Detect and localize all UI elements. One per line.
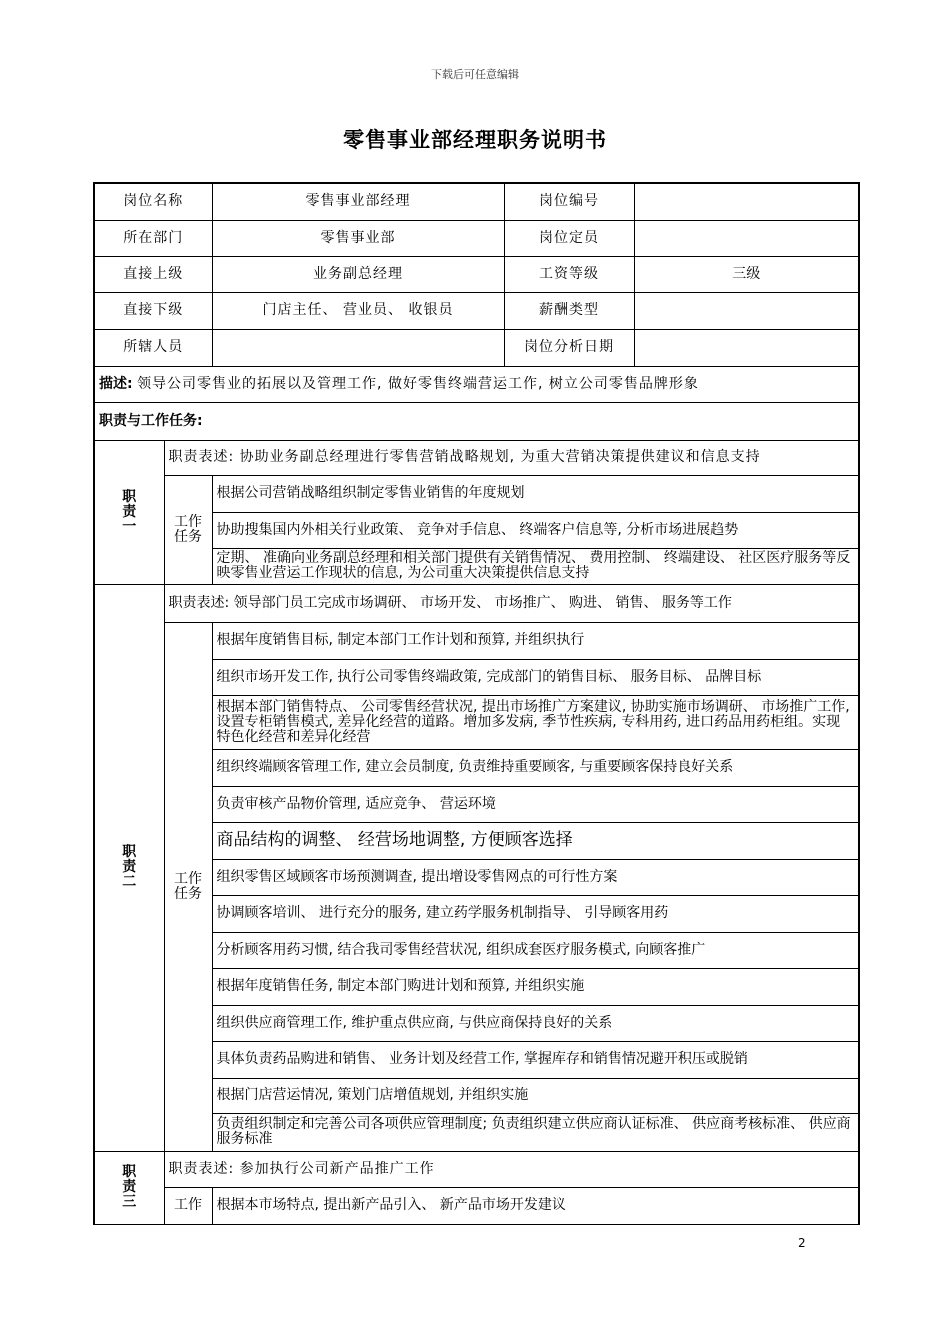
description-row [94, 366, 859, 402]
subordinate-value: 门店主任、 营业员、 收银员 [212, 292, 504, 329]
post-name-value: 零售事业部经理 [212, 183, 504, 220]
salary-type-label: 薪酬类型 [504, 292, 634, 329]
salary-type-value [634, 292, 859, 329]
duty1-task: 定期、 准确向业务副总经理和相关部门提供有关销售情况、 费用控制、 终端建设、 社区医疗服务等反映零售业营运工作现状的信息, 为公司重大决策提供信息支持 [212, 548, 859, 584]
duty3-label [94, 1151, 164, 1224]
post-no-label: 岗位编号 [504, 183, 634, 220]
staff-label: 所辖人员 [94, 329, 212, 366]
duty2-task: 负责审核产品物价管理, 适应竞争、 营运环境 [212, 786, 859, 822]
duty3-label-a: 职 [122, 1164, 137, 1180]
duty1-task-label-b: 任务 [174, 528, 202, 545]
duty2-task: 协调顾客培训、 进行充分的服务, 建立药学服务机制指导、 引导顾客用药 [212, 895, 859, 932]
duty2-task-label-b: 任务 [174, 885, 202, 902]
duty2-task-label [164, 622, 212, 1151]
duty1-statement: 职责表述: 协助业务副总经理进行零售营销战略规划, 为重大营销决策提供建议和信息支持 [164, 440, 859, 475]
analysis-date-value [634, 329, 859, 366]
subordinate-label: 直接下级 [94, 292, 212, 329]
superior-value: 业务副总经理 [212, 256, 504, 292]
duty2-task: 根据门店营运情况, 策划门店增值规划, 并组织实施 [212, 1078, 859, 1113]
duty2-task: 根据年度销售任务, 制定本部门购进计划和预算, 并组织实施 [212, 968, 859, 1005]
duty1-task: 根据公司营销战略组织制定零售业销售的年度规划 [212, 475, 859, 512]
duty1-task-label [164, 475, 212, 584]
duty2-task: 组织供应商管理工作, 维护重点供应商, 与供应商保持良好的关系 [212, 1005, 859, 1041]
description-label: 描述: [99, 375, 133, 392]
duty3-label-c: 三 [122, 1194, 137, 1210]
duty2-task: 组织终端顾客管理工作, 建立会员制度, 负责维持重要顾客, 与重要顾客保持良好关系 [212, 749, 859, 786]
post-no-value [634, 183, 859, 220]
duty2-task: 商品结构的调整、 经营场地调整, 方便顾客选择 [212, 822, 859, 859]
quota-value [634, 220, 859, 256]
dept-label: 所在部门 [94, 220, 212, 256]
duty1-label-c: 一 [122, 518, 137, 535]
duty3-statement: 职责表述: 参加执行公司新产品推广工作 [164, 1151, 859, 1187]
download-note: 下载后可任意编辑 [431, 68, 519, 81]
duty1-label [94, 440, 164, 584]
duty2-task: 负责组织制定和完善公司各项供应管理制度; 负责组织建立供应商认证标准、 供应商考核标准、 供应商服务标准 [212, 1113, 859, 1151]
wage-value: 三级 [634, 256, 859, 292]
duty2-task: 根据年度销售目标, 制定本部门工作计划和预算, 并组织执行 [212, 622, 859, 659]
dept-value: 零售事业部 [212, 220, 504, 256]
duty1-label-b: 责 [122, 503, 137, 520]
duty3-task-label: 工作 [164, 1187, 212, 1224]
description-text: 领导公司零售业的拓展以及管理工作, 做好零售终端营运工作, 树立公司零售品牌形象 [137, 375, 699, 392]
duty2-task: 组织零售区域顾客市场预测调查, 提出增设零售网点的可行性方案 [212, 859, 859, 895]
duty3-task: 根据本市场特点, 提出新产品引入、 新产品市场开发建议 [212, 1187, 859, 1224]
duty1-task-label-a: 工作 [174, 513, 202, 530]
page-number: 2 [798, 1236, 806, 1250]
duty2-task: 分析顾客用药习惯, 结合我司零售经营状况, 组织成套医疗服务模式, 向顾客推广 [212, 932, 859, 968]
staff-value [212, 329, 504, 366]
job-description-table [93, 182, 860, 1225]
duty2-label-b: 责 [122, 859, 137, 875]
duty1-label-a: 职 [122, 488, 137, 505]
analysis-date-label: 岗位分析日期 [504, 329, 634, 366]
duty3-label-b: 责 [122, 1179, 137, 1195]
post-name-label: 岗位名称 [94, 183, 212, 220]
duties-heading: 职责与工作任务: [94, 402, 859, 440]
duty1-task: 协助搜集国内外相关行业政策、 竞争对手信息、 终端客户信息等, 分析市场进展趋势 [212, 512, 859, 548]
duty2-label [94, 584, 164, 1151]
duty2-label-a: 职 [122, 844, 137, 860]
superior-label: 直接上级 [94, 256, 212, 292]
document-title: 零售事业部经理职务说明书 [343, 128, 607, 152]
duty2-task: 根据本部门销售特点、 公司零售经营状况, 提出市场推广方案建议, 协助实施市场调研、 市场推广工作, 设置专柜销售模式, 差异化经营的道路。增加多发病, 季节性疾病, 专科用药, 进口药品用药柜组。实现特色化经营和差异化经营 [212, 695, 859, 749]
duty2-label-c: 二 [122, 874, 137, 890]
duty2-task-label-a: 工作 [174, 870, 202, 887]
duty2-task: 具体负责药品购进和销售、 业务计划及经营工作, 掌握库存和销售情况避开积压或脱销 [212, 1041, 859, 1078]
quota-label: 岗位定员 [504, 220, 634, 256]
duty2-statement: 职责表述: 领导部门员工完成市场调研、 市场开发、 市场推广、 购进、 销售、 服务等工作 [164, 584, 859, 622]
wage-label: 工资等级 [504, 256, 634, 292]
duty2-task: 组织市场开发工作, 执行公司零售终端政策, 完成部门的销售目标、 服务目标、 品牌目标 [212, 659, 859, 695]
